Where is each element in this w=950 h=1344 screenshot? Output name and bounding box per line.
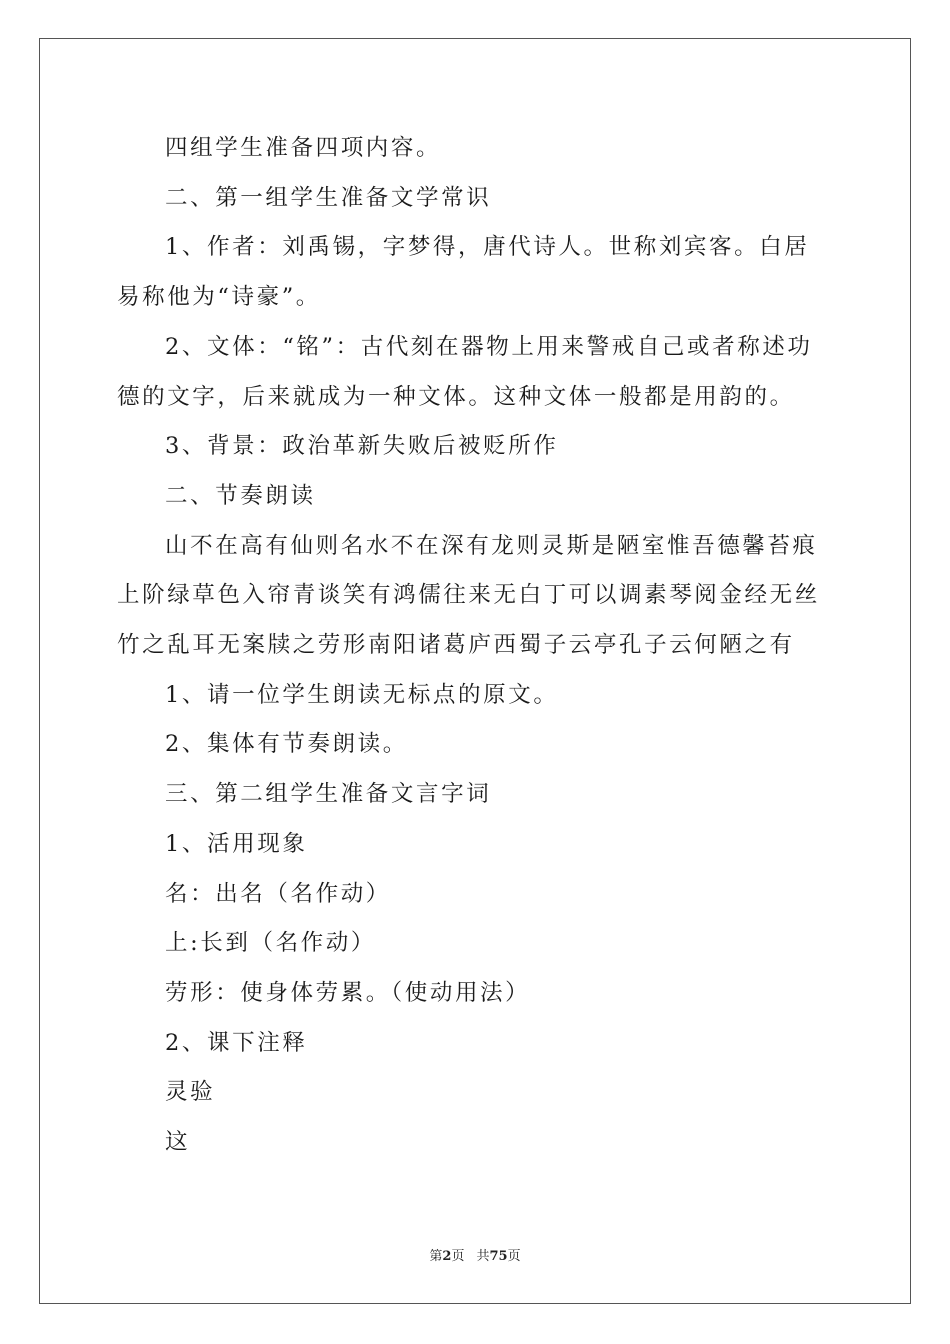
paragraph: 名：出名（名作动） xyxy=(165,880,391,907)
paragraph: 四组学生准备四项内容。 xyxy=(165,135,442,161)
paragraph: 劳形：使身体劳累。（使动用法） xyxy=(165,979,531,1006)
paragraph: 2、课下注释 xyxy=(165,1029,308,1056)
footer-page-number: 2 xyxy=(442,1249,452,1264)
document-body xyxy=(117,124,833,1168)
paragraph: 2、文体：“铭”：古代刻在器物上用来警戒自己或者称述功德的文字，后来就成为一种文体。这种文体一般都是用韵的。 xyxy=(117,333,813,410)
paragraph: 1、活用现象 xyxy=(165,830,308,857)
footer-page-prefix: 第 xyxy=(429,1249,443,1264)
footer-total-number: 75 xyxy=(489,1249,508,1264)
paragraph: 2、集体有节奏朗读。 xyxy=(165,731,408,758)
paragraph: 这 xyxy=(165,1129,191,1156)
paragraph: 1、请一位学生朗读无标点的原文。 xyxy=(165,681,559,708)
section-heading: 三、第二组学生准备文言字词 xyxy=(165,781,492,808)
section-heading: 二、节奏朗读 xyxy=(165,482,316,509)
paragraph: 1、作者：刘禹锡，字梦得，唐代诗人。世称刘宾客。白居易称他为“诗豪”。 xyxy=(117,234,810,311)
footer-total-prefix: 共 xyxy=(476,1249,490,1264)
footer-page-suffix: 页 xyxy=(451,1249,465,1264)
paragraph: 上:长到（名作动） xyxy=(165,930,376,957)
paragraph: 山不在高有仙则名水不在深有龙则灵斯是陋室惟吾德馨苔痕上阶绿草色入帘青谈笑有鸿儒往来无白丁可以调素琴阅金经无丝竹之乱耳无案牍之劳形南阳诸葛庐西蜀子云亭孔子云何陋之有 xyxy=(117,532,820,659)
paragraph: 灵验 xyxy=(165,1079,216,1106)
footer-total-suffix: 页 xyxy=(507,1249,521,1264)
section-heading: 二、第一组学生准备文学常识 xyxy=(165,184,492,211)
page-footer xyxy=(0,1247,950,1267)
paragraph: 3、背景：政治革新失败后被贬所作 xyxy=(165,433,559,460)
